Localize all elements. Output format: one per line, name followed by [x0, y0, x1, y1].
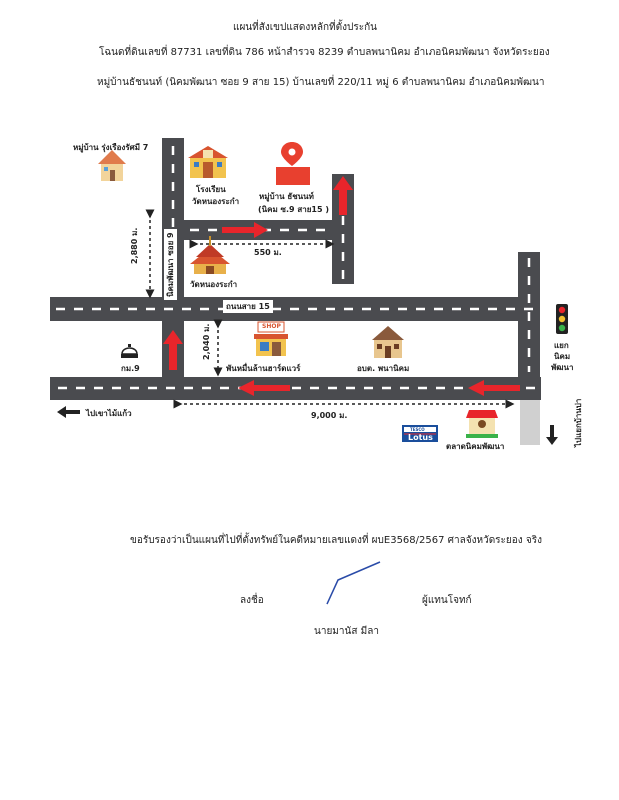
- soi9-road-text: นิคมพัฒนา ซอย 9: [164, 229, 177, 300]
- certification-text: ขอรับรองว่าเป็นแผนที่ไปที่ตั้งทรัพย์ในคดีหมายเลขแดงที่ ผบE3568/2567 ศาลจังหวัดระยอง จริง: [130, 535, 542, 546]
- arrow-to-khao: [57, 406, 80, 418]
- signer-role: ผู้แทนโจทก์: [422, 595, 472, 606]
- shop-label: พันหมื่นล้านฮาร์ดแวร์: [226, 364, 301, 373]
- police-label: กม.9: [121, 364, 140, 373]
- target-location-icon: [276, 142, 310, 185]
- to-khao-label: ไปเขาไม้แก้ว: [86, 409, 132, 418]
- temple-icon: [190, 236, 230, 274]
- school-label-2: วัดหนองระกำ: [192, 197, 240, 206]
- obt-label: อบต. พนานิคม: [357, 364, 410, 373]
- distance-2880-label: 2,880 ม.: [130, 227, 139, 264]
- school-label-1: โรงเรียน: [196, 185, 226, 194]
- junction-label-2: นิคม: [554, 352, 571, 361]
- road-to-bannabon: [520, 400, 540, 445]
- address-line: หมู่บ้านธัชนนท์ (นิคมพัฒนา ซอย 9 สาย 15) บ้านเลขที่ 220/11 หมู่ 6 ตำบลพนานิคม อำเภอนิคมพัฒนา: [97, 77, 545, 88]
- target-village-label-2: (นิคม ซ.9 สาย15 ): [258, 205, 329, 214]
- arrow-to-bannabon: [546, 425, 558, 445]
- distance-550-label: 550 ม.: [254, 248, 282, 257]
- junction-label-1: แยก: [554, 341, 569, 350]
- road15-label: ถนนสาย 15: [223, 300, 273, 313]
- temple-label: วัดหนองระกำ: [190, 280, 238, 289]
- village-rungrueang-label: หมู่บ้าน รุ่งเรืองรัศมี 7: [73, 143, 149, 152]
- obt-building-icon: [372, 326, 404, 358]
- to-bannabon-label: ไปแยกบ้านบ่า: [574, 398, 583, 447]
- distance-2040-label: 2,040 ม.: [202, 323, 211, 360]
- house-icon: [98, 150, 126, 181]
- signer-name: นายมานัส มีลา: [314, 626, 379, 637]
- target-village-label-1: หมู่บ้าน ธัชนนท์: [259, 192, 314, 201]
- market-label: ตลาดนิคมพัฒนา: [446, 442, 505, 451]
- junction-label-3: พัฒนา: [551, 363, 574, 372]
- lotus-text: Lotus: [408, 433, 433, 442]
- police-box-icon: [121, 344, 138, 358]
- signature: [327, 562, 380, 604]
- tesco-text: TESCO: [410, 427, 425, 432]
- document-title: แผนที่สังเขปแสดงหลักที่ตั้งประกัน: [233, 22, 377, 33]
- distance-9000-label: 9,000 ม.: [311, 411, 348, 420]
- signature-label: ลงชื่อ: [240, 595, 264, 606]
- traffic-light-icon: [556, 304, 568, 334]
- deed-line: โฉนดที่ดินเลขที่ 87731 เลขที่ดิน 786 หน้าสำรวจ 8239 ตำบลพนานิคม อำเภอนิคมพัฒนา จังหวัดระยอง: [99, 47, 550, 58]
- school-icon: [188, 146, 228, 178]
- shop-sign-text: SHOP: [262, 323, 281, 330]
- market-stall-icon: [466, 410, 498, 438]
